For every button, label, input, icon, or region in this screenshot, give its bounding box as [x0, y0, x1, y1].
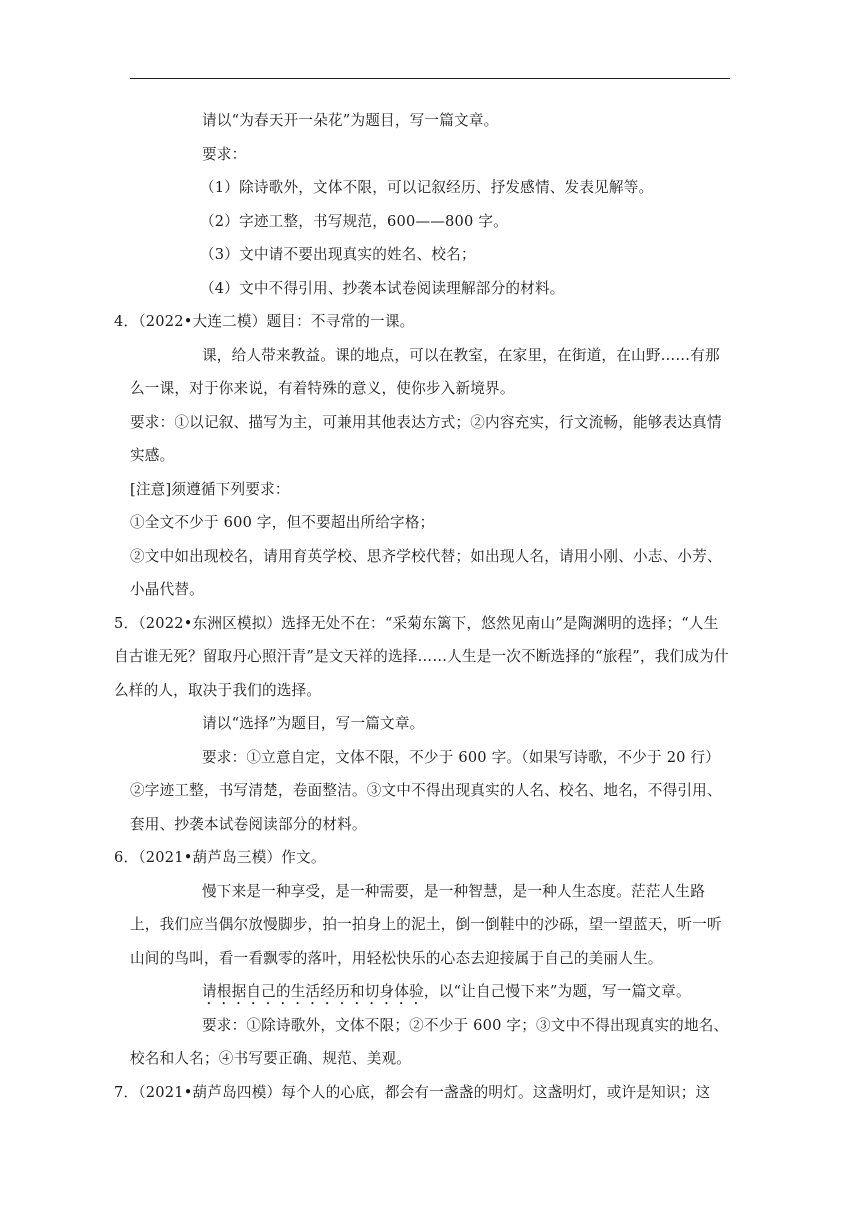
- q6-intro: 慢下来是一种享受，是一种需要，是一种智慧，是一种人生态度。茫茫人生路上，我们应当偶尔放慢脚步，拍一拍身上的泥土，倒一倒鞋中的沙砾，望一望蓝天，听一听山间的鸟叫，看一看飘零的落叶，用轻松快乐的心态去迎接属于自己的美丽人生。: [130, 882, 722, 967]
- q6-prompt-rest: ，以“让自己慢下来”为题，写一篇文章。: [423, 983, 691, 1000]
- q6-requirement: 要求：①除诗歌外，文体不限；②不少于 600 字；③文中不得出现真实的地名、校名和人名；④书写要正确、规范、美观。: [130, 1016, 729, 1067]
- q4-requirement: 要求：①以记叙、描写为主，可兼用其他表达方式；②内容充实，行文流畅，能够表达真情实感。: [130, 413, 722, 464]
- question-6: [114, 841, 730, 1076]
- q6-source: （2021•葫芦岛三模）作文。: [138, 849, 326, 866]
- q5-text: （2022•东洲区模拟）选择无处不在：“采菊东篱下，悠然见南山”是陶渊明的选择；“人生自古谁无死？留取丹心照汗青”是文天祥的选择……人生是一次不断选择的“旅程”，我们成为什么样的人，取决于我们的选择。: [114, 614, 729, 699]
- q6-heading: [114, 841, 730, 875]
- q7-text: （2021•葫芦岛四模）每个人的心底，都会有一盏盏的明灯。这盏明灯，或许是知识；这: [138, 1083, 711, 1101]
- q7-number: 7．: [114, 1083, 139, 1101]
- document-body: [114, 104, 730, 1109]
- q4-note-1: ①全文不少于 600 字，但不要超出所给字格；: [130, 514, 435, 531]
- q6-prompt: [130, 975, 730, 1009]
- q4-number: 4．: [114, 313, 139, 330]
- q5-requirement: 要求：①立意自定，文体不限，不少于 600 字。（如果写诗歌，不少于 20 行）②字迹工整，书写清楚，卷面整洁。③文中不得出现真实的人名、校名、地名，不得引用、套用、抄袭本试卷阅读部分的材料。: [130, 748, 722, 833]
- q5-heading: [114, 607, 730, 708]
- q3-prompt: 请以“为春天开一朵花”为题目，写一篇文章。: [202, 112, 499, 129]
- q3-item-3: （3）文中请不要出现真实的姓名、校名；: [200, 246, 476, 263]
- q4-intro: 课，给人带来教益。课的地点，可以在教室，在家里，在街道，在山野……有那么一课，对于你来说，有着特殊的意义，使你步入新境界。: [130, 346, 720, 397]
- q3-item-4: （4）文中不得引用、抄袭本试卷阅读理解部分的材料。: [200, 279, 565, 297]
- q5-prompt: 请以“选择”为题目，写一篇文章。: [202, 715, 425, 732]
- question-4: [114, 305, 730, 607]
- question-3-continued: [130, 104, 730, 305]
- q3-requirement-title: 要求：: [202, 145, 247, 163]
- q5-number: 5．: [114, 614, 139, 632]
- q7-heading: [114, 1076, 730, 1110]
- q3-item-2: （2）字迹工整，书写规范，600——800 字。: [200, 212, 508, 230]
- question-7: [114, 1076, 730, 1110]
- q3-item-1: （1）除诗歌外，文体不限，可以记叙经历、抒发感情、发表见解等。: [200, 179, 654, 196]
- question-5: [114, 607, 730, 842]
- q4-note-title: [注意]须遵循下列要求：: [130, 480, 290, 498]
- q4-heading: [114, 305, 730, 339]
- q4-note-2: ②文中如出现校名，请用育英学校、思齐学校代替；如出现人名，请用小刚、小志、小芳、小晶代替。: [130, 547, 722, 598]
- q6-number: 6．: [114, 849, 139, 866]
- q4-source: （2022•大连二模）题目：不寻常的一课。: [138, 313, 415, 330]
- header-rule: [130, 78, 730, 79]
- q6-prompt-emphasis: 请根据自己的生活经历和切身体验: [202, 983, 424, 1000]
